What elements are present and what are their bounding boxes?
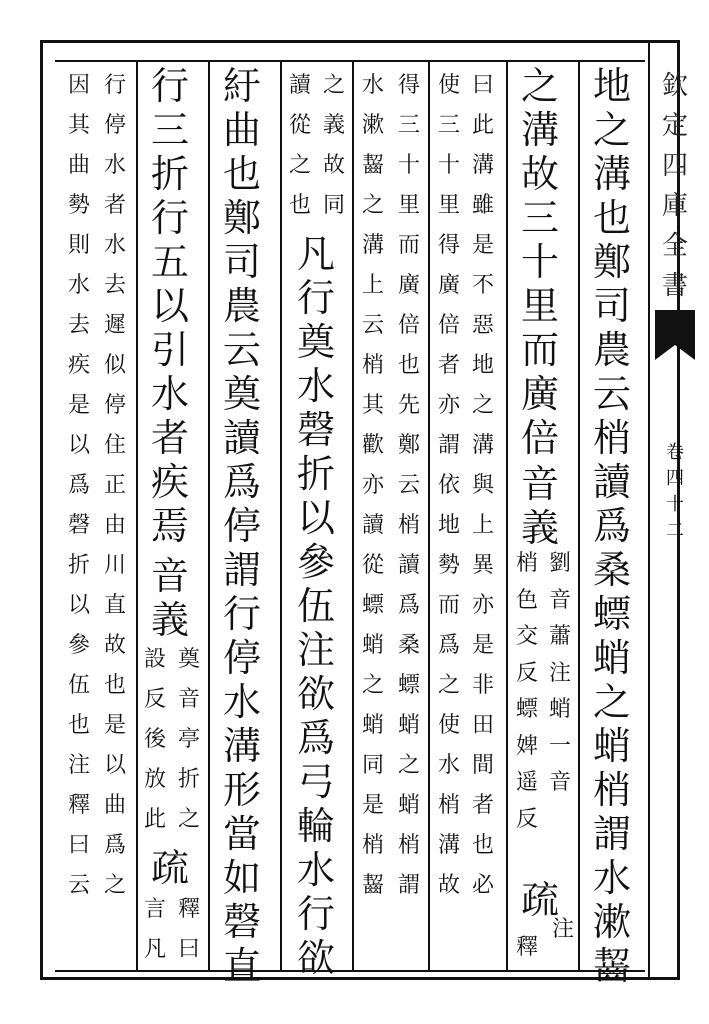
glyph: 非 — [471, 673, 494, 698]
glyph: 也 — [471, 833, 494, 858]
glyph: 行 — [103, 73, 126, 98]
glyph: 地 — [471, 353, 494, 378]
commentary-column-4b — [392, 66, 426, 906]
glyph: 梢 — [397, 513, 420, 538]
glyph: 凡 — [143, 937, 166, 962]
glyph: 同 — [361, 753, 384, 778]
glyph: 婢 — [515, 733, 538, 759]
glyph: 如 — [222, 856, 261, 900]
glyph: 十 — [666, 494, 684, 515]
glyph: 水 — [296, 364, 335, 408]
glyph: 梢 — [361, 833, 384, 858]
glyph: 使 — [437, 73, 460, 98]
commentary-column-3a — [432, 66, 466, 906]
glyph: 十 — [397, 153, 420, 178]
glyph: 言 — [143, 897, 166, 922]
glyph: 曰 — [471, 73, 494, 98]
glyph: 農 — [222, 284, 261, 328]
glyph: 上 — [471, 513, 494, 538]
glyph: 讀 — [222, 416, 261, 460]
glyph: 蛸 — [548, 697, 571, 722]
glyph: 蛸 — [361, 713, 384, 738]
glyph: 四 — [661, 151, 688, 181]
glyph: 反 — [515, 660, 538, 686]
glyph: 欲 — [296, 672, 335, 716]
glyph: 讀 — [592, 460, 631, 504]
glyph: 音 — [177, 687, 200, 712]
glyph: 此 — [471, 113, 494, 138]
glyph: 疾 — [67, 353, 90, 378]
glyph: 梢 — [361, 353, 384, 378]
glyph: 疾 — [150, 460, 189, 504]
glyph: 後 — [143, 727, 166, 752]
glyph: 水 — [103, 153, 126, 178]
glyph: 故 — [437, 873, 460, 898]
glyph: 亦 — [471, 593, 494, 618]
glyph: 注 — [548, 660, 571, 686]
glyph: 異 — [471, 553, 494, 578]
glyph: 停 — [222, 636, 261, 680]
glyph: 鄭 — [397, 433, 420, 458]
annotation-col7-left — [140, 640, 170, 840]
annotation-col7-right — [174, 640, 204, 840]
glyph: 曲 — [222, 108, 261, 152]
glyph: 輪 — [296, 804, 335, 848]
glyph: 參 — [296, 540, 335, 584]
glyph: 云 — [67, 873, 90, 898]
glyph: 螵 — [515, 697, 538, 722]
glyph: 之 — [288, 153, 311, 178]
glyph: 其 — [361, 393, 384, 418]
glyph: 從 — [361, 553, 384, 578]
commentary-column-8a — [62, 66, 96, 906]
book-title — [655, 66, 695, 306]
text-column-7-main — [144, 64, 196, 548]
glyph: 齧 — [361, 873, 384, 898]
glyph: 之 — [592, 680, 631, 724]
glyph: 里 — [520, 284, 559, 328]
glyph: 折 — [67, 553, 90, 578]
glyph: 爲 — [222, 460, 261, 504]
glyph: 而 — [520, 328, 559, 372]
glyph: 爲 — [67, 473, 90, 498]
glyph: 故 — [103, 633, 126, 658]
glyph: 義 — [322, 113, 345, 138]
glyph: 之 — [361, 673, 384, 698]
glyph: 蛸 — [592, 636, 631, 680]
glyph: 以 — [103, 753, 126, 778]
glyph: 之 — [471, 393, 494, 418]
glyph: 去 — [67, 313, 90, 338]
glyph: 農 — [592, 328, 631, 372]
column-divider — [208, 60, 210, 970]
glyph: 同 — [322, 193, 345, 218]
glyph: 溝 — [222, 724, 261, 768]
glyph: 故 — [520, 152, 559, 196]
glyph: 欽 — [661, 71, 688, 101]
glyph: 亦 — [437, 393, 460, 418]
glyph: 鄭 — [222, 196, 261, 240]
glyph: 停 — [103, 113, 126, 138]
glyph: 之 — [177, 807, 200, 832]
glyph: 水 — [361, 73, 384, 98]
glyph: 倍 — [520, 416, 559, 460]
glyph: 溝 — [437, 833, 460, 858]
glyph: 是 — [67, 393, 90, 418]
glyph: 蕭 — [548, 624, 571, 649]
glyph: 水 — [103, 233, 126, 258]
glyph: 齧 — [592, 944, 631, 988]
text-column-1 — [586, 64, 638, 988]
annotation-shi — [512, 930, 542, 967]
glyph: 里 — [437, 193, 460, 218]
glyph: 之 — [361, 193, 384, 218]
glyph: 者 — [103, 193, 126, 218]
glyph: 司 — [222, 240, 261, 284]
glyph: 凡 — [296, 232, 335, 276]
glyph: 似 — [103, 353, 126, 378]
glyph: 蛸 — [361, 633, 384, 658]
glyph: 謂 — [437, 433, 460, 458]
glyph: 爲 — [296, 716, 335, 760]
glyph: 梢 — [397, 833, 420, 858]
glyph: 紆 — [222, 64, 261, 108]
glyph: 者 — [437, 353, 460, 378]
glyph: 鄭 — [592, 240, 631, 284]
glyph: 溝 — [592, 152, 631, 196]
yinyi-marker-2 — [144, 554, 196, 642]
shu-marker-2 — [144, 846, 196, 890]
column-divider — [506, 60, 508, 970]
glyph: 勢 — [437, 553, 460, 578]
glyph: 云 — [592, 372, 631, 416]
glyph: 折 — [296, 452, 335, 496]
glyph: 曰 — [177, 937, 200, 962]
glyph: 去 — [103, 273, 126, 298]
glyph: 者 — [150, 416, 189, 460]
glyph: 其 — [67, 113, 90, 138]
glyph: 讀 — [397, 553, 420, 578]
glyph: 水 — [296, 848, 335, 892]
glyph: 地 — [437, 513, 460, 538]
glyph: 四 — [666, 468, 684, 489]
glyph: 也 — [288, 193, 311, 218]
glyph: 水 — [592, 856, 631, 900]
yinyi-marker — [514, 462, 566, 550]
glyph: 謂 — [397, 873, 420, 898]
glyph: 云 — [222, 328, 261, 372]
glyph: 之 — [397, 753, 420, 778]
text-column-6 — [216, 64, 268, 988]
glyph: 司 — [592, 284, 631, 328]
glyph: 伍 — [67, 673, 90, 698]
glyph: 釋 — [67, 793, 90, 818]
glyph: 而 — [397, 233, 420, 258]
glyph: 地 — [592, 64, 631, 108]
glyph: 讀 — [361, 513, 384, 538]
glyph: 歡 — [361, 433, 384, 458]
glyph: 蛸 — [397, 713, 420, 738]
glyph: 遥 — [515, 770, 538, 795]
glyph: 奠 — [296, 320, 335, 364]
annotation-col7-shiyue — [174, 890, 204, 970]
glyph: 蛸 — [592, 724, 631, 768]
glyph: 庫 — [661, 191, 688, 221]
glyph: 反 — [515, 806, 538, 832]
glyph: 義 — [520, 506, 559, 550]
glyph: 得 — [437, 233, 460, 258]
glyph: 爲 — [592, 504, 631, 548]
glyph: 云 — [397, 473, 420, 498]
glyph: 漱 — [592, 900, 631, 944]
glyph: 遲 — [103, 313, 126, 338]
glyph: 此 — [143, 807, 166, 832]
column-divider — [352, 60, 354, 970]
commentary-column-5a — [284, 66, 316, 226]
glyph: 定 — [661, 111, 688, 141]
glyph: 不 — [471, 273, 494, 298]
glyph: 螵 — [397, 673, 420, 698]
glyph: 使 — [437, 713, 460, 738]
glyph: 交 — [515, 624, 538, 649]
glyph: 勢 — [67, 193, 90, 218]
glyph: 里 — [397, 193, 420, 218]
glyph: 奠 — [222, 372, 261, 416]
glyph: 十 — [520, 240, 559, 284]
glyph: 水 — [67, 273, 90, 298]
commentary-column-5b — [318, 66, 350, 226]
glyph: 停 — [103, 393, 126, 418]
glyph: 先 — [397, 393, 420, 418]
glyph: 二 — [666, 520, 684, 541]
glyph: 以 — [150, 284, 189, 328]
glyph: 齧 — [361, 153, 384, 178]
annotation-zhu — [548, 912, 578, 949]
glyph: 釋 — [515, 935, 538, 960]
glyph: 書 — [661, 271, 688, 301]
commentary-column-3b — [466, 66, 500, 906]
glyph: 放 — [143, 767, 166, 792]
glyph: 溝 — [471, 153, 494, 178]
glyph: 與 — [471, 473, 494, 498]
glyph: 而 — [437, 593, 460, 618]
glyph: 當 — [222, 812, 261, 856]
glyph: 注 — [67, 753, 90, 778]
glyph: 亦 — [361, 473, 384, 498]
glyph: 行 — [296, 892, 335, 936]
glyph: 漱 — [361, 113, 384, 138]
glyph: 因 — [67, 73, 90, 98]
glyph: 溝 — [471, 433, 494, 458]
margin-rule — [648, 40, 650, 980]
glyph: 讀 — [288, 73, 311, 98]
glyph: 五 — [150, 240, 189, 284]
glyph: 之 — [520, 64, 559, 108]
glyph: 設 — [143, 647, 166, 672]
glyph: 溝 — [520, 108, 559, 152]
glyph: 音 — [548, 770, 571, 795]
glyph: 正 — [103, 473, 126, 498]
text-column-2-main — [514, 64, 566, 460]
glyph: 音 — [520, 462, 559, 506]
glyph: 亭 — [177, 727, 200, 752]
glyph: 音 — [150, 554, 189, 598]
glyph: 雖 — [471, 193, 494, 218]
glyph: 爲 — [103, 833, 126, 858]
annotation-col7-yanfan — [140, 890, 170, 970]
glyph: 者 — [471, 793, 494, 818]
glyph: 故 — [322, 153, 345, 178]
glyph: 水 — [437, 753, 460, 778]
glyph: 疏 — [150, 846, 189, 890]
glyph: 伍 — [296, 584, 335, 628]
annotation-right — [545, 546, 575, 802]
glyph: 折 — [150, 152, 189, 196]
glyph: 得 — [397, 73, 420, 98]
glyph: 梢 — [437, 793, 460, 818]
top-rule — [55, 60, 645, 62]
glyph: 川 — [103, 553, 126, 578]
glyph: 疏 — [520, 878, 559, 922]
glyph: 全 — [661, 231, 688, 261]
glyph: 磬 — [67, 513, 90, 538]
glyph: 釋 — [177, 897, 200, 922]
glyph: 磬 — [296, 408, 335, 452]
glyph: 以 — [67, 593, 90, 618]
commentary-column-4a — [356, 66, 390, 906]
glyph: 謂 — [592, 812, 631, 856]
glyph: 奠 — [177, 647, 200, 672]
glyph: 水 — [150, 372, 189, 416]
glyph: 水 — [222, 680, 261, 724]
glyph: 欲 — [296, 936, 335, 980]
glyph: 云 — [361, 313, 384, 338]
commentary-column-8b — [98, 66, 132, 906]
column-divider — [578, 60, 580, 970]
glyph: 梢 — [515, 551, 538, 576]
glyph: 依 — [437, 473, 460, 498]
glyph: 三 — [437, 113, 460, 138]
glyph: 停 — [222, 504, 261, 548]
glyph: 反 — [143, 687, 166, 712]
glyph: 上 — [361, 273, 384, 298]
glyph: 田 — [471, 713, 494, 738]
glyph: 螵 — [592, 592, 631, 636]
glyph: 行 — [150, 64, 189, 108]
glyph: 之 — [322, 73, 345, 98]
glyph: 折 — [177, 767, 200, 792]
glyph: 廣 — [397, 273, 420, 298]
glyph: 以 — [296, 496, 335, 540]
glyph: 注 — [551, 917, 574, 942]
glyph: 劉 — [548, 551, 571, 576]
glyph: 倍 — [437, 313, 460, 338]
glyph: 則 — [67, 233, 90, 258]
glyph: 一 — [548, 733, 571, 759]
glyph: 之 — [592, 108, 631, 152]
glyph: 是 — [471, 633, 494, 658]
glyph: 也 — [397, 353, 420, 378]
glyph: 焉 — [150, 504, 189, 548]
glyph: 注 — [296, 628, 335, 672]
glyph: 引 — [150, 328, 189, 372]
glyph: 間 — [471, 753, 494, 778]
glyph: 弓 — [296, 760, 335, 804]
glyph: 行 — [150, 196, 189, 240]
annotation-left — [512, 546, 542, 838]
glyph: 倍 — [397, 313, 420, 338]
glyph: 惡 — [471, 313, 494, 338]
glyph: 磬 — [222, 900, 261, 944]
glyph: 也 — [67, 713, 90, 738]
glyph: 三 — [150, 108, 189, 152]
bottom-rule — [55, 970, 645, 972]
glyph: 音 — [548, 587, 571, 613]
glyph: 爲 — [437, 633, 460, 658]
glyph: 行 — [296, 276, 335, 320]
glyph: 也 — [103, 673, 126, 698]
glyph: 從 — [288, 113, 311, 138]
glyph: 以 — [67, 433, 90, 458]
glyph: 廣 — [437, 273, 460, 298]
glyph: 梢 — [592, 768, 631, 812]
glyph: 義 — [150, 598, 189, 642]
glyph: 卷 — [666, 442, 684, 463]
glyph: 之 — [103, 873, 126, 898]
glyph: 住 — [103, 433, 126, 458]
column-divider — [428, 60, 430, 970]
column-divider — [280, 60, 282, 970]
glyph: 也 — [592, 196, 631, 240]
glyph: 爲 — [397, 593, 420, 618]
glyph: 謂 — [222, 548, 261, 592]
glyph: 螵 — [361, 593, 384, 618]
glyph: 之 — [437, 673, 460, 698]
glyph: 桑 — [397, 633, 420, 658]
glyph: 梢 — [592, 416, 631, 460]
glyph: 也 — [222, 152, 261, 196]
glyph: 曲 — [103, 793, 126, 818]
glyph: 色 — [515, 587, 538, 613]
column-divider — [136, 60, 138, 970]
glyph: 蛸 — [397, 793, 420, 818]
text-column-5 — [290, 232, 342, 980]
glyph: 三 — [520, 196, 559, 240]
glyph: 由 — [103, 513, 126, 538]
glyph: 十 — [437, 153, 460, 178]
glyph: 行 — [222, 592, 261, 636]
glyph: 是 — [361, 793, 384, 818]
glyph: 形 — [222, 768, 261, 812]
glyph: 曰 — [67, 833, 90, 858]
glyph: 廣 — [520, 372, 559, 416]
glyph: 三 — [397, 113, 420, 138]
glyph: 參 — [67, 633, 90, 658]
glyph: 必 — [471, 873, 494, 898]
glyph: 是 — [103, 713, 126, 738]
glyph: 曲 — [67, 153, 90, 178]
volume-label — [657, 440, 693, 544]
glyph: 溝 — [361, 233, 384, 258]
glyph: 桑 — [592, 548, 631, 592]
glyph: 直 — [222, 944, 261, 988]
glyph: 直 — [103, 593, 126, 618]
glyph: 是 — [471, 233, 494, 258]
